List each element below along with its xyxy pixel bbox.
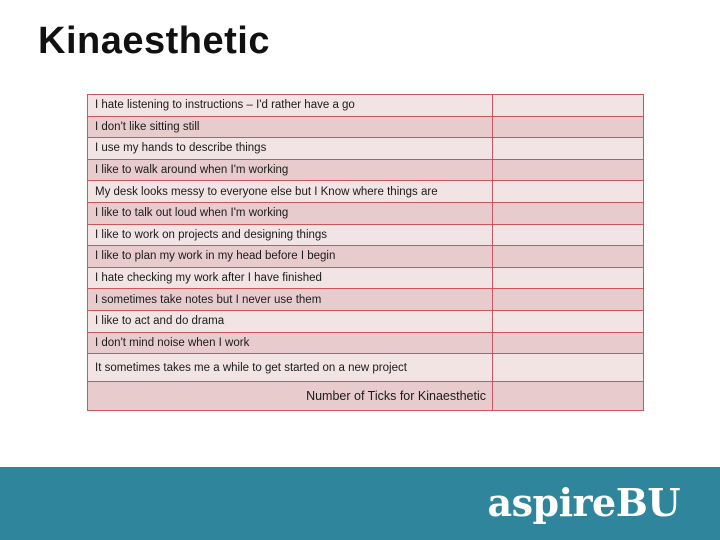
tick-cell[interactable]	[493, 267, 644, 289]
kinaesthetic-checklist	[87, 94, 644, 411]
statement-cell: It sometimes takes me a while to get started on a new project	[88, 354, 493, 382]
tick-cell[interactable]	[493, 224, 644, 246]
checklist-row	[88, 159, 644, 181]
tick-cell[interactable]	[493, 310, 644, 332]
total-row	[88, 382, 644, 411]
statement-cell: I don't like sitting still	[88, 116, 493, 138]
checklist-row	[88, 289, 644, 311]
statement-cell: I don't mind noise when I work	[88, 332, 493, 354]
footer-band	[0, 467, 720, 540]
statement-cell: I like to act and do drama	[88, 310, 493, 332]
checklist-row	[88, 224, 644, 246]
tick-cell[interactable]	[493, 289, 644, 311]
tick-cell[interactable]	[493, 181, 644, 203]
total-label: Number of Ticks for Kinaesthetic	[88, 382, 493, 411]
checklist-row	[88, 332, 644, 354]
tick-cell[interactable]	[493, 246, 644, 268]
tick-cell[interactable]	[493, 202, 644, 224]
statement-cell: I like to plan my work in my head before I begin	[88, 246, 493, 268]
statement-cell: I hate listening to instructions – I'd rather have a go	[88, 95, 493, 117]
tick-cell[interactable]	[493, 95, 644, 117]
checklist-row	[88, 138, 644, 160]
statement-cell: I like to work on projects and designing things	[88, 224, 493, 246]
statement-cell: I hate checking my work after I have finished	[88, 267, 493, 289]
tick-cell[interactable]	[493, 354, 644, 382]
checklist-row	[88, 354, 644, 382]
statement-cell: My desk looks messy to everyone else but I Know where things are	[88, 181, 493, 203]
checklist-row	[88, 181, 644, 203]
total-tick-cell[interactable]	[493, 382, 644, 411]
slide-title: Kinaesthetic	[38, 20, 270, 62]
checklist-row	[88, 246, 644, 268]
tick-cell[interactable]	[493, 332, 644, 354]
statement-cell: I sometimes take notes but I never use them	[88, 289, 493, 311]
tick-cell[interactable]	[493, 159, 644, 181]
checklist-row	[88, 202, 644, 224]
checklist-row	[88, 95, 644, 117]
checklist-row	[88, 267, 644, 289]
statement-cell: I use my hands to describe things	[88, 138, 493, 160]
aspirebu-logo: aspireBU	[487, 480, 680, 525]
statement-cell: I like to walk around when I'm working	[88, 159, 493, 181]
tick-cell[interactable]	[493, 138, 644, 160]
tick-cell[interactable]	[493, 116, 644, 138]
statement-cell: I like to talk out loud when I'm working	[88, 202, 493, 224]
checklist-row	[88, 116, 644, 138]
checklist-row	[88, 310, 644, 332]
